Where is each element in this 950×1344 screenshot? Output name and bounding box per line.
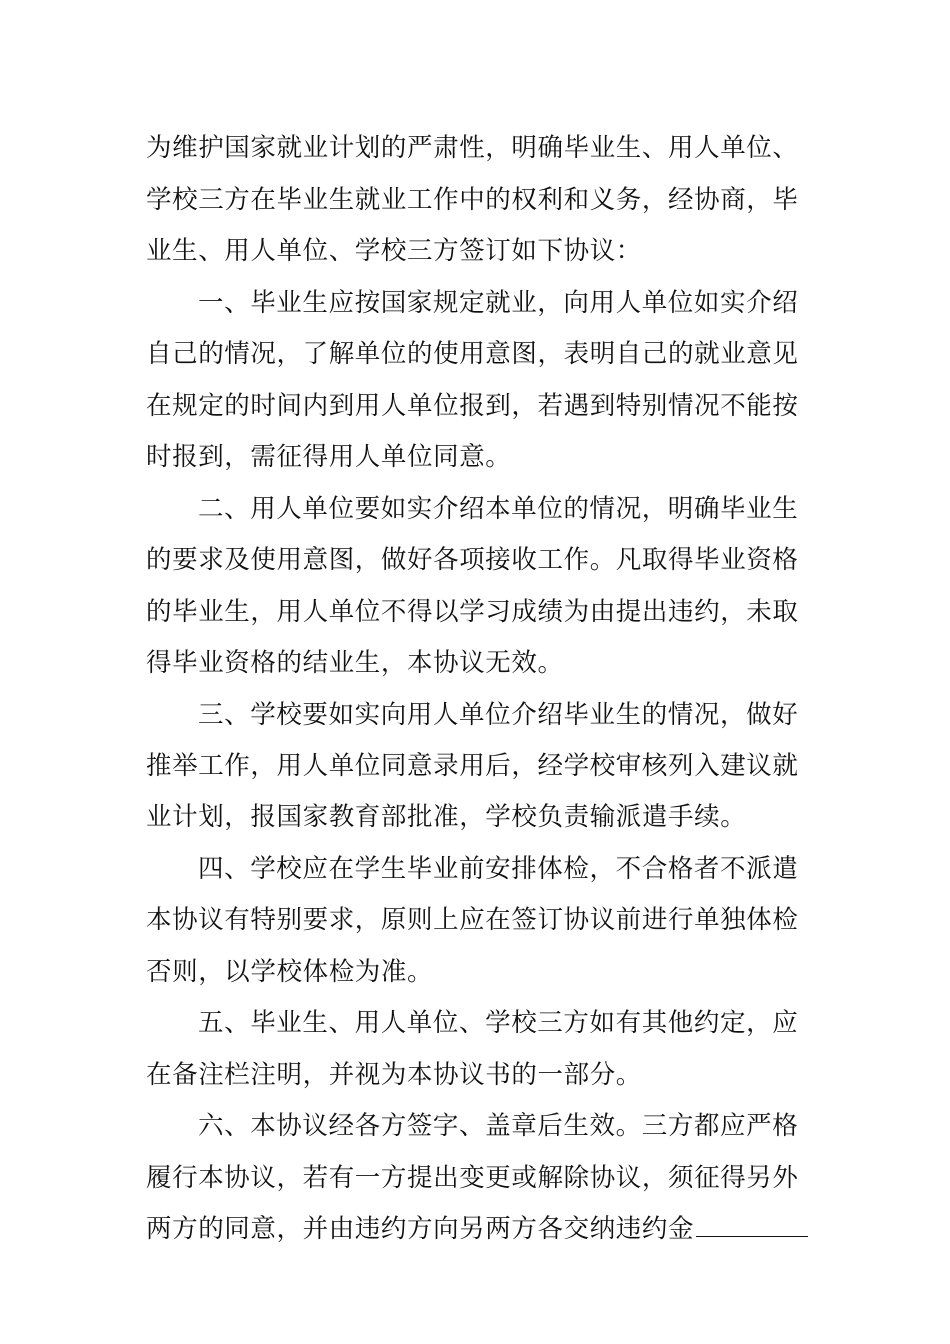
text-line: 得毕业资格的结业生，本协议无效。 [146, 648, 564, 678]
clause-2-first-line: 二、用人单位要如实介绍本单位的情况，明确毕业生 [198, 494, 799, 524]
penalty-amount-blank [696, 1212, 808, 1237]
clause-5-first-line: 五、毕业生、用人单位、学校三方如有其他约定，应 [198, 1008, 799, 1038]
text-line: 为维护国家就业计划的严肃性，明确毕业生、用人单位、 [146, 133, 799, 163]
text-line: 的毕业生，用人单位不得以学习成绩为由提出违约，未取 [146, 597, 799, 627]
penalty-text: 两方的同意，并由违约方向另两方各交纳违约金 [146, 1214, 695, 1244]
text-line: 的要求及使用意图，做好各项接收工作。凡取得毕业资格 [146, 545, 799, 575]
clause-3-first-line: 三、学校要如实向用人单位介绍毕业生的情况，做好 [198, 700, 799, 730]
text-line: 在规定的时间内到用人单位报到，若遇到特别情况不能按 [146, 391, 799, 421]
clause-1-first-line: 一、毕业生应按国家规定就业，向用人单位如实介绍 [198, 288, 799, 318]
text-line: 否则，以学校体检为准。 [146, 957, 434, 987]
text-line: 在备注栏注明，并视为本协议书的一部分。 [146, 1060, 642, 1090]
text-line: 时报到，需征得用人单位同意。 [146, 442, 512, 472]
text-line: 履行本协议，若有一方提出变更或解除协议，须征得另外 [146, 1163, 799, 1193]
text-line: 业计划，报国家教育部批准，学校负责输派遣手续。 [146, 802, 747, 832]
text-line: 学校三方在毕业生就业工作中的权利和义务，经协商，毕 [146, 185, 799, 215]
penalty-line [146, 1209, 826, 1249]
text-line: 自己的情况，了解单位的使用意图，表明自己的就业意见 [146, 339, 799, 369]
text-line: 业生、用人单位、学校三方签订如下协议： [146, 236, 642, 266]
clause-4-first-line: 四、学校应在学生毕业前安排体检，不合格者不派遣 [198, 854, 799, 884]
text-line: 本协议有特别要求，原则上应在签订协议前进行单独体检 [146, 905, 799, 935]
clause-6-first-line: 六、本协议经各方签字、盖章后生效。三方都应严格 [198, 1111, 799, 1141]
text-line: 推举工作，用人单位同意录用后，经学校审核列入建议就 [146, 751, 799, 781]
